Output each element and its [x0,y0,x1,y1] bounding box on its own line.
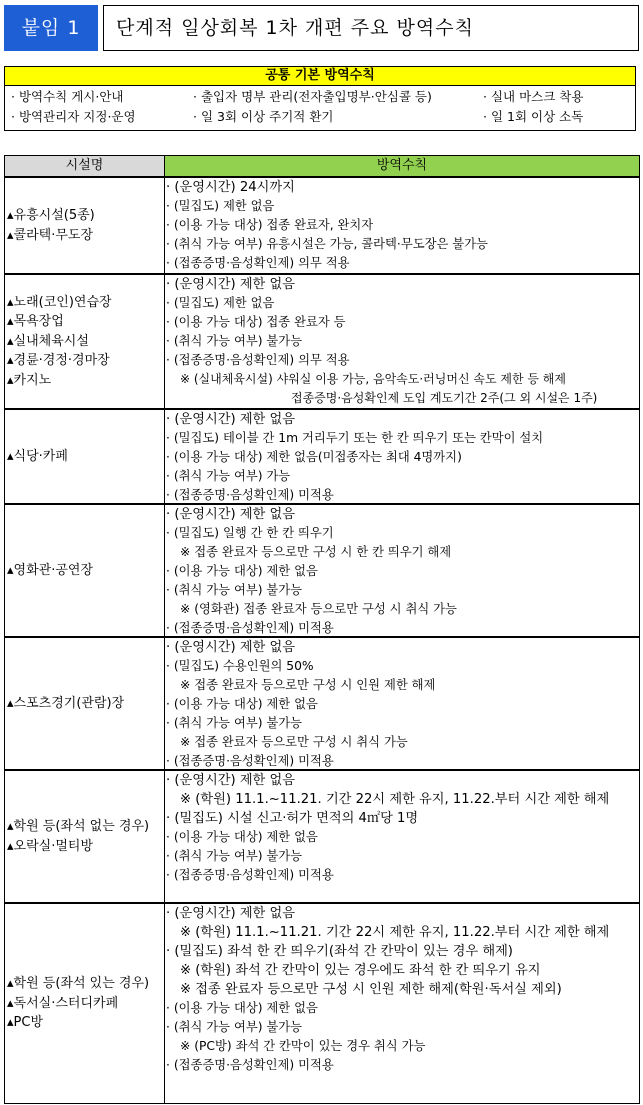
facility-cell [5,275,165,408]
rules-cell [166,178,639,273]
facility-name: ▴노래(코인)연습장 [7,294,112,310]
rules-cell [166,505,639,636]
rule-line: · (접종증명·음성확인제) 미적용 [166,621,334,635]
rule-line: · (접종증명·음성확인제) 미적용 [166,868,334,882]
rule-line: · (이용 가능 대상) 제한 없음(미접종자는 최대 4명까지) [166,450,462,464]
rule-note: ※ 접종 완료자 등으로만 구성 시 취식 가능 [180,735,408,749]
rule-note: ※ (학원) 11.1.~11.21. 기간 22시 제한 유지, 11.22.부터 시간 제한 해제 [180,792,610,807]
rules-cell [166,771,639,902]
rule-line: · (이용 가능 대상) 접종 완료자, 완치자 [166,218,374,232]
rule-line: · (밀집도) 좌석 한 칸 띄우기(좌석 간 칸막이 있는 경우 해제) [166,944,513,959]
facility-cell [5,410,165,503]
rule-note: ※ (학원) 11.1.~11.21. 기간 22시 제한 유지, 11.22.부터 시간 제한 해제 [180,925,610,940]
common-rules-title: 공통 기본 방역수칙 [4,66,636,85]
rule-line: · (운영시간) 제한 없음 [166,906,295,921]
facility-name: ▴학원 등(좌석 없는 경우) [7,819,150,834]
page-title: 단계적 일상회복 1차 개편 주요 방역수칙 [103,5,639,51]
common-item: · 방역관리자 지정·운영 [11,109,136,124]
rule-line: · (취식 가능 여부) 가능 [166,469,291,483]
rule-line: · (이용 가능 대상) 제한 없음 [166,1001,318,1015]
facility-name: ▴영화관·공연장 [7,562,94,578]
rule-line: · (취식 가능 여부) 유흥시설은 가능, 콜라텍·무도장은 불가능 [166,237,488,251]
facility-cell [5,638,165,769]
facility-name: ▴콜라텍·무도장 [7,227,94,243]
facility-name: ▴경륜·경정·경마장 [7,353,110,369]
rule-line: · (접종증명·음성확인제) 미적용 [166,1058,334,1072]
rule-line: · (밀집도) 테이블 간 1m 거리두기 또는 한 칸 띄우기 또는 칸막이 설치 [166,431,544,445]
column-header-facility: 시설명 [5,156,165,178]
rule-line: · (취식 가능 여부) 불가능 [166,583,303,597]
facility-name: ▴목욕장업 [7,314,64,330]
facility-name: ▴스포츠경기(관람)장 [7,695,125,711]
table-row [5,410,639,505]
facility-name: ▴오락실·멀티방 [7,838,94,854]
common-item: · 일 1회 이상 소독 [483,109,584,124]
rule-line: · (이용 가능 대상) 제한 없음 [166,830,318,844]
table-row [5,638,639,771]
rules-cell [166,904,639,1103]
rule-line: · (운영시간) 제한 없음 [166,412,295,427]
rule-line: · (이용 가능 대상) 접종 완료자 등 [166,315,346,329]
common-item: · 방역수칙 게시·안내 [11,89,124,104]
facility-name: ▴카지노 [7,372,52,388]
rule-line: · (취식 가능 여부) 불가능 [166,716,303,730]
rule-note: ※ (실내체육시설) 샤워실 이용 가능, 음악속도·러닝머신 속도 제한 등 해제 [180,372,566,386]
rule-line: · (접종증명·음성확인제) 미적용 [166,754,334,768]
rule-line: · (이용 가능 대상) 제한 없음 [166,697,318,711]
rule-note: 접종증명·음성확인제 도입 계도기간 2주(그 외 시설은 1주) [291,391,598,405]
facility-name: ▴학원 등(좌석 있는 경우) [7,976,150,992]
common-rules-box [4,85,636,131]
column-header-rules: 방역수칙 [165,156,639,178]
common-item: · 실내 마스크 착용 [483,89,584,104]
rule-line: · (운영시간) 제한 없음 [166,773,295,788]
facility-name: ▴독서실·스터디카페 [7,995,119,1011]
rule-line: · (밀집도) 제한 없음 [166,296,275,310]
rule-line: · (밀집도) 제한 없음 [166,199,275,213]
rule-line: · (운영시간) 제한 없음 [166,277,295,292]
rule-line: · (접종증명·음성확인제) 의무 적용 [166,353,350,367]
common-item: · 일 3회 이상 주기적 환기 [193,109,334,124]
rule-note: ※ 접종 완료자 등으로만 구성 시 인원 제한 해제 [180,678,436,692]
attachment-badge: 붙임 1 [4,5,98,51]
facility-name: ▴식당·카페 [7,448,68,464]
rule-line: · (운영시간) 24시까지 [166,180,295,195]
table-row [5,275,639,410]
rule-note: ※ (영화관) 접종 완료자 등으로만 구성 시 취식 가능 [180,602,457,616]
rule-line: · (운영시간) 제한 없음 [166,507,295,522]
rule-line: · (이용 가능 대상) 제한 없음 [166,564,318,578]
header [4,5,640,51]
facility-cell [5,771,165,902]
rule-note: ※ 접종 완료자 등으로만 구성 시 인원 제한 해제(학원·독서실 제외) [180,982,562,997]
facility-name: ▴유흥시설(5종) [7,208,95,223]
rule-line: · (취식 가능 여부) 불가능 [166,334,303,348]
rule-line: · (접종증명·음성확인제) 미적용 [166,488,334,502]
common-item: · 출입자 명부 관리(전자출입명부·안심콜 등) [193,89,432,104]
rule-line: · (밀집도) 수용인원의 50% [166,659,314,673]
table-row [5,178,639,275]
facility-name: ▴PC방 [7,1015,43,1031]
facility-cell [5,178,165,273]
table-row [5,771,639,904]
rules-cell [166,410,639,503]
rule-line: · (접종증명·음성확인제) 의무 적용 [166,256,350,270]
table-row [5,904,639,1103]
rule-line: · (취식 가능 여부) 불가능 [166,849,303,863]
rule-note: ※ (학원) 좌석 간 칸막이 있는 경우에도 좌석 한 칸 띄우기 유지 [180,963,541,978]
rule-note: ※ (PC방) 좌석 간 칸막이 있는 경우 취식 가능 [180,1039,426,1053]
rule-line: · (운영시간) 제한 없음 [166,640,295,655]
rules-table [4,155,640,1104]
facility-name: ▴실내체육시설 [7,333,89,349]
rules-cell [166,638,639,769]
rule-line: · (밀집도) 일행 간 한 칸 띄우기 [166,526,334,540]
facility-cell [5,505,165,636]
rule-note: ※ 접종 완료자 등으로만 구성 시 한 칸 띄우기 해제 [180,545,452,559]
rule-line: · (취식 가능 여부) 불가능 [166,1020,303,1034]
rule-line: · (밀집도) 시설 신고·허가 면적의 4㎡당 1명 [166,811,419,826]
facility-cell [5,904,165,1103]
rules-cell [166,275,639,408]
table-row [5,505,639,638]
